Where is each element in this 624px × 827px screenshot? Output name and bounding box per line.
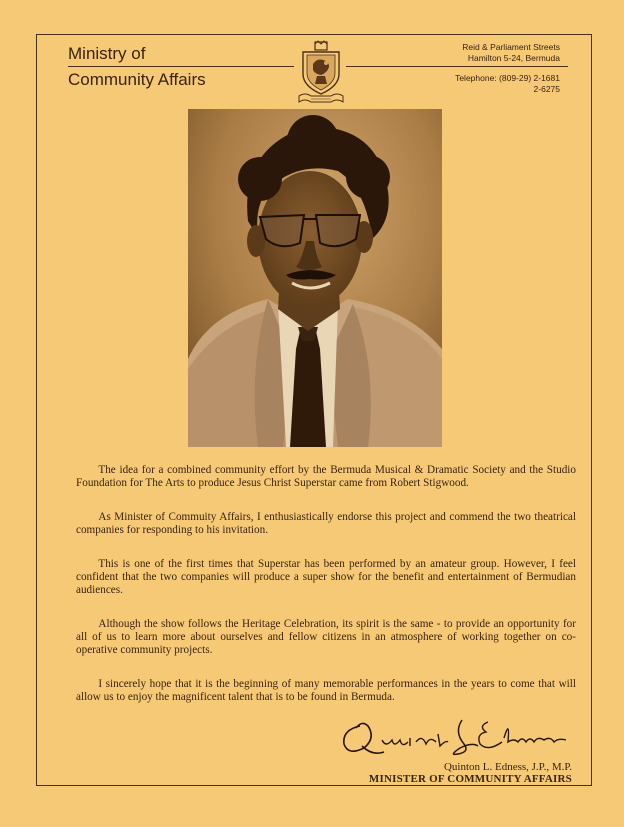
- letterhead-rule-right: [346, 66, 568, 67]
- paragraph-4-text: Although the show follows the Heritage Celebration, its spirit is the same - to provide an opportunity for all of us to learn more about ourselves and fellow citizens in an atmosphere of working together on co-operative community projects.: [76, 618, 576, 656]
- letterhead-rule-left: [68, 66, 294, 67]
- bermuda-coat-of-arms-icon: [297, 40, 345, 104]
- paragraph-1: [76, 464, 576, 490]
- paragraph-3: [76, 558, 576, 597]
- signer-block: [369, 761, 572, 785]
- letter-body: [76, 464, 576, 725]
- signer-name: Quinton L. Edness, J.P., M.P.: [443, 761, 572, 773]
- ministry-name: [68, 42, 206, 92]
- paragraph-2-text: As Minister of Commuity Affairs, I enthusiastically endorse this project and commend the two theatrical companies for responding to his invitation.: [76, 511, 576, 536]
- address-line-1: Reid & Parliament Streets: [462, 42, 560, 52]
- portrait-photo-drawing: [188, 109, 442, 447]
- handwritten-signature-icon: [338, 712, 578, 764]
- portrait-photo-icon: [188, 109, 442, 447]
- address-block: [462, 42, 560, 64]
- ministry-line-1: Ministry of: [68, 44, 146, 63]
- address-line-2: Hamilton 5-24, Bermuda: [467, 53, 560, 63]
- ministry-line-2: Community Affairs: [68, 70, 206, 89]
- phone-block: [455, 73, 560, 95]
- paragraph-4: [76, 618, 576, 657]
- paragraph-3-text: This is one of the first times that Superstar has been performed by an amateur group. However, I feel confident that the two companies will produce a super show for the benefit and entertainment of Bermudian audiences.: [76, 558, 576, 596]
- paragraph-2: [76, 511, 576, 537]
- paragraph-5: [76, 678, 576, 704]
- signer-title: MINISTER OF COMMUNITY AFFAIRS: [368, 773, 572, 785]
- paragraph-5-text: I sincerely hope that it is the beginning of many memorable performances in the years to come that will allow us to enjoy the magnificent talent that is to be found in Bermuda.: [76, 678, 576, 703]
- phone-line-2: 2-6275: [533, 84, 560, 94]
- phone-line-1: Telephone: (809-29) 2-1681: [455, 73, 560, 83]
- paragraph-1-text: The idea for a combined community effort by the Bermuda Musical & Dramatic Society and the Studio Foundation for The Arts to produce Jesus Christ Superstar came from Robert Stigwood.: [76, 464, 576, 489]
